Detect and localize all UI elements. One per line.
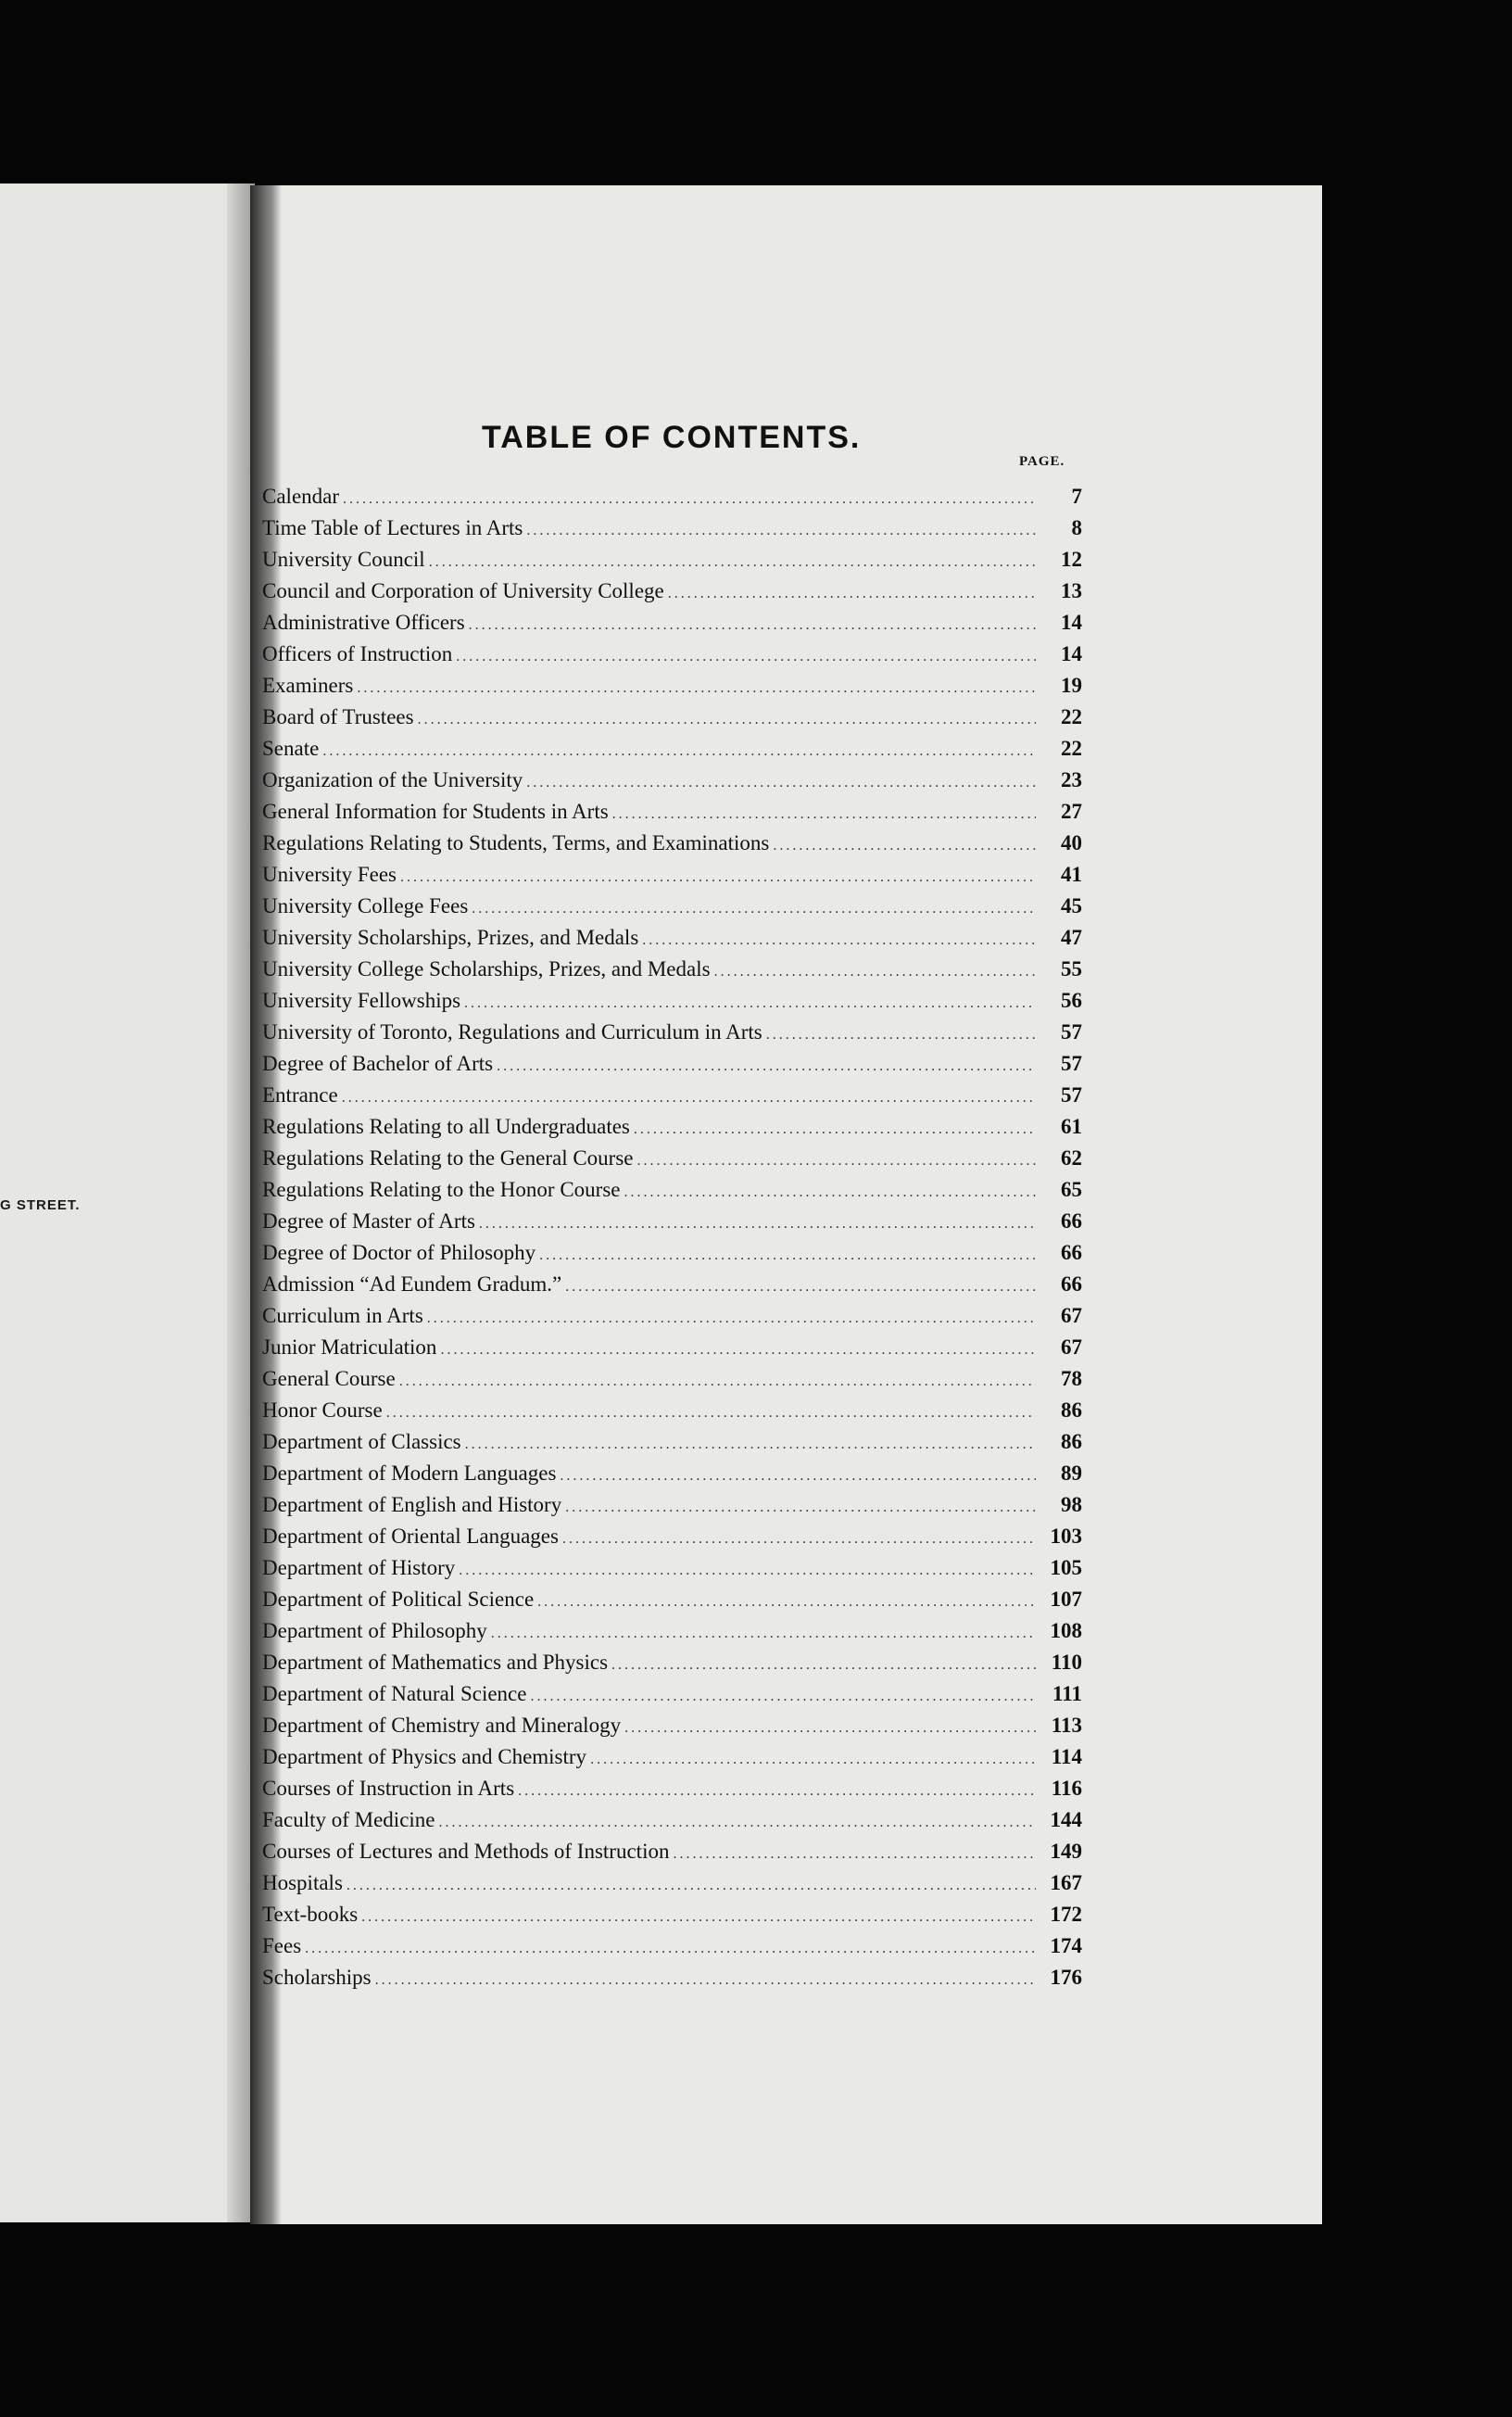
toc-entry-page: 55 bbox=[1061, 957, 1082, 981]
toc-entry-label: Department of Classics bbox=[262, 1430, 461, 1453]
toc-entry[interactable] bbox=[262, 1178, 1082, 1209]
toc-entry-page: 172 bbox=[1050, 1903, 1082, 1926]
toc-leader-dots bbox=[491, 1626, 1036, 1642]
toc-entry[interactable] bbox=[262, 957, 1082, 989]
toc-entry[interactable] bbox=[262, 1525, 1082, 1556]
toc-entry-page: 86 bbox=[1061, 1398, 1082, 1422]
toc-title: TABLE OF CONTENTS. bbox=[482, 420, 862, 455]
toc-entry-label: Department of Philosophy bbox=[262, 1619, 487, 1642]
toc-entry-page: 13 bbox=[1061, 579, 1082, 602]
toc-leader-dots bbox=[418, 712, 1036, 728]
toc-entry-label: Regulations Relating to all Undergraduates bbox=[262, 1115, 630, 1138]
toc-leader-dots bbox=[590, 1752, 1036, 1768]
toc-entry-label: University Fees bbox=[262, 863, 397, 886]
toc-leader-dots bbox=[400, 869, 1036, 886]
toc-entry[interactable] bbox=[262, 485, 1082, 516]
toc-entry[interactable] bbox=[262, 863, 1082, 894]
toc-leader-dots bbox=[361, 1909, 1036, 1926]
toc-entry-page: 45 bbox=[1061, 894, 1082, 917]
toc-entry-label: Department of Chemistry and Mineralogy bbox=[262, 1714, 622, 1737]
toc-entry[interactable] bbox=[262, 1619, 1082, 1651]
toc-entry-label: Junior Matriculation bbox=[262, 1335, 437, 1359]
toc-entry-label: Department of Modern Languages bbox=[262, 1462, 557, 1485]
toc-leader-dots bbox=[357, 680, 1036, 697]
toc-entry-page: 22 bbox=[1061, 705, 1082, 728]
toc-leader-dots bbox=[766, 1027, 1036, 1044]
toc-entry-label: Department of Mathematics and Physics bbox=[262, 1651, 609, 1674]
toc-entry[interactable] bbox=[262, 1556, 1082, 1588]
toc-entry[interactable] bbox=[262, 1777, 1082, 1808]
toc-entry[interactable] bbox=[262, 1430, 1082, 1462]
toc-entry[interactable] bbox=[262, 1714, 1082, 1745]
toc-entry[interactable] bbox=[262, 1304, 1082, 1335]
toc-entry-label: General Information for Students in Arts bbox=[262, 800, 609, 823]
toc-entry-label: Department of Physics and Chemistry bbox=[262, 1745, 587, 1768]
toc-entry-label: University Fellowships bbox=[262, 989, 461, 1012]
toc-entry[interactable] bbox=[262, 1903, 1082, 1934]
toc-entry-label: Regulations Relating to Students, Terms, and Examinations bbox=[262, 831, 770, 854]
toc-leader-dots bbox=[624, 1720, 1036, 1737]
page-column-header: PAGE. bbox=[1019, 454, 1065, 469]
toc-entry[interactable] bbox=[262, 1272, 1082, 1304]
toc-entry-label: Faculty of Medicine bbox=[262, 1808, 435, 1831]
toc-entry-page: 56 bbox=[1061, 989, 1082, 1012]
toc-entry-page: 57 bbox=[1061, 1052, 1082, 1075]
toc-entry-label: University Council bbox=[262, 548, 425, 571]
toc-entry[interactable] bbox=[262, 831, 1082, 863]
toc-entry-label: Regulations Relating to the General Course bbox=[262, 1146, 634, 1170]
toc-entry-label: Hospitals bbox=[262, 1871, 343, 1894]
toc-entry[interactable] bbox=[262, 800, 1082, 831]
toc-entry[interactable] bbox=[262, 1934, 1082, 1966]
toc-entry[interactable] bbox=[262, 548, 1082, 579]
toc-entry[interactable] bbox=[262, 1335, 1082, 1367]
toc-entry[interactable] bbox=[262, 1840, 1082, 1871]
toc-leader-dots bbox=[429, 554, 1036, 571]
toc-entry-label: Administrative Officers bbox=[262, 611, 465, 634]
toc-entry-label: University College Fees bbox=[262, 894, 469, 917]
toc-entry[interactable] bbox=[262, 894, 1082, 926]
toc-leader-dots bbox=[440, 1342, 1036, 1359]
toc-leader-dots bbox=[464, 995, 1036, 1012]
toc-entry[interactable] bbox=[262, 737, 1082, 768]
toc-leader-dots bbox=[537, 1594, 1036, 1611]
toc-entry-page: 61 bbox=[1061, 1115, 1082, 1138]
toc-entry-label: Regulations Relating to the Honor Course bbox=[262, 1178, 621, 1201]
toc-entry-page: 86 bbox=[1061, 1430, 1082, 1453]
toc-entry-page: 78 bbox=[1061, 1367, 1082, 1390]
left-page-fragment: G STREET. bbox=[0, 1197, 81, 1213]
toc-entry-page: 66 bbox=[1061, 1272, 1082, 1296]
toc-leader-dots bbox=[386, 1405, 1036, 1422]
toc-entry-page: 167 bbox=[1050, 1871, 1082, 1894]
toc-entry-label: Department of Political Science bbox=[262, 1588, 535, 1611]
toc-leader-dots bbox=[714, 964, 1036, 981]
toc-entry-label: Curriculum in Arts bbox=[262, 1304, 423, 1327]
toc-entry-page: 57 bbox=[1061, 1083, 1082, 1107]
toc-leader-dots bbox=[611, 1657, 1036, 1674]
toc-entry[interactable] bbox=[262, 1808, 1082, 1840]
toc-leader-dots bbox=[399, 1373, 1036, 1390]
toc-leader-dots bbox=[479, 1216, 1036, 1233]
toc-entry-label: Board of Trustees bbox=[262, 705, 414, 728]
toc-entry-label: University Scholarships, Prizes, and Medals bbox=[262, 926, 639, 949]
toc-entry[interactable] bbox=[262, 1588, 1082, 1619]
toc-entry-page: 113 bbox=[1051, 1714, 1082, 1737]
toc-entry-label: Degree of Bachelor of Arts bbox=[262, 1052, 494, 1075]
toc-entry[interactable] bbox=[262, 1871, 1082, 1903]
toc-entry-page: 8 bbox=[1071, 516, 1082, 539]
toc-leader-dots bbox=[565, 1279, 1036, 1296]
toc-leader-dots bbox=[456, 649, 1036, 665]
toc-entry-label: University College Scholarships, Prizes, and Medals bbox=[262, 957, 711, 981]
toc-entry[interactable] bbox=[262, 989, 1082, 1020]
toc-entry-page: 65 bbox=[1061, 1178, 1082, 1201]
toc-leader-dots bbox=[305, 1941, 1036, 1957]
toc-entry[interactable] bbox=[262, 1398, 1082, 1430]
toc-entry[interactable] bbox=[262, 1241, 1082, 1272]
toc-entry-page: 14 bbox=[1061, 611, 1082, 634]
toc-entry-label: Department of Oriental Languages bbox=[262, 1525, 559, 1548]
toc-entry-label: Department of History bbox=[262, 1556, 456, 1579]
toc-entry-page: 47 bbox=[1061, 926, 1082, 949]
toc-entry-page: 89 bbox=[1061, 1462, 1082, 1485]
toc-entry-page: 107 bbox=[1050, 1588, 1082, 1611]
toc-entry-label: General Course bbox=[262, 1367, 396, 1390]
toc-entry-page: 67 bbox=[1061, 1304, 1082, 1327]
toc-entry-page: 40 bbox=[1061, 831, 1082, 854]
toc-leader-dots bbox=[472, 901, 1036, 917]
toc-leader-dots bbox=[668, 586, 1036, 602]
toc-leader-dots bbox=[346, 1878, 1036, 1894]
toc-entry-label: Entrance bbox=[262, 1083, 338, 1107]
toc-entry-label: Degree of Master of Arts bbox=[262, 1209, 475, 1233]
toc-leader-dots bbox=[342, 1090, 1036, 1107]
toc-entry-label: Organization of the University bbox=[262, 768, 523, 791]
toc-leader-dots bbox=[673, 1846, 1036, 1863]
toc-entry[interactable] bbox=[262, 1115, 1082, 1146]
toc-leader-dots bbox=[465, 1436, 1036, 1453]
toc-entry-label: Time Table of Lectures in Arts bbox=[262, 516, 523, 539]
toc-entry-label: Senate bbox=[262, 737, 320, 760]
toc-leader-dots bbox=[530, 1689, 1036, 1705]
toc-leader-dots bbox=[427, 1310, 1036, 1327]
toc-leader-dots bbox=[634, 1121, 1036, 1138]
toc-entry[interactable] bbox=[262, 642, 1082, 674]
toc-leader-dots bbox=[343, 491, 1036, 508]
toc-leader-dots bbox=[439, 1815, 1036, 1831]
toc-entry-page: 19 bbox=[1061, 674, 1082, 697]
toc-leader-dots bbox=[518, 1783, 1036, 1800]
toc-entry-label: Admission “Ad Eundem Gradum.” bbox=[262, 1272, 562, 1296]
toc-entry-page: 176 bbox=[1050, 1966, 1082, 1989]
toc-leader-dots bbox=[565, 1500, 1036, 1516]
toc-leader-dots bbox=[624, 1184, 1036, 1201]
toc-entry-label: Fees bbox=[262, 1934, 302, 1957]
toc-entry-label: Honor Course bbox=[262, 1398, 383, 1422]
toc-entry-label: University of Toronto, Regulations and Curriculum in Arts bbox=[262, 1020, 762, 1044]
toc-entry-page: 62 bbox=[1061, 1146, 1082, 1170]
toc-leader-dots bbox=[637, 1153, 1037, 1170]
toc-entry[interactable] bbox=[262, 1462, 1082, 1493]
toc-entry-page: 67 bbox=[1061, 1335, 1082, 1359]
toc-leader-dots bbox=[560, 1468, 1036, 1485]
toc-entry-label: Degree of Doctor of Philosophy bbox=[262, 1241, 536, 1264]
toc-leader-dots bbox=[375, 1972, 1036, 1989]
toc-leader-dots bbox=[526, 775, 1036, 791]
toc-leader-dots bbox=[642, 932, 1036, 949]
toc-entry-page: 22 bbox=[1061, 737, 1082, 760]
toc-leader-dots bbox=[562, 1531, 1036, 1548]
toc-entry[interactable] bbox=[262, 579, 1082, 611]
toc-entry[interactable] bbox=[262, 1209, 1082, 1241]
toc-entry-label: Examiners bbox=[262, 674, 354, 697]
toc-entry-page: 66 bbox=[1061, 1209, 1082, 1233]
toc-entry[interactable] bbox=[262, 705, 1082, 737]
toc-entry[interactable] bbox=[262, 1745, 1082, 1777]
toc-entry-page: 105 bbox=[1050, 1556, 1082, 1579]
toc-entry-page: 174 bbox=[1050, 1934, 1082, 1957]
toc-list bbox=[262, 485, 1082, 1997]
toc-entry-label: Courses of Lectures and Methods of Instruction bbox=[262, 1840, 670, 1863]
toc-leader-dots bbox=[612, 806, 1036, 823]
toc-entry-page: 57 bbox=[1061, 1020, 1082, 1044]
toc-entry-page: 116 bbox=[1051, 1777, 1082, 1800]
toc-entry-page: 110 bbox=[1051, 1651, 1082, 1674]
toc-entry-page: 27 bbox=[1061, 800, 1082, 823]
toc-entry-page: 103 bbox=[1050, 1525, 1082, 1548]
toc-entry[interactable] bbox=[262, 1651, 1082, 1682]
toc-entry-page: 111 bbox=[1052, 1682, 1082, 1705]
toc-entry-label: Courses of Instruction in Arts bbox=[262, 1777, 515, 1800]
toc-leader-dots bbox=[497, 1058, 1036, 1075]
toc-entry-page: 41 bbox=[1061, 863, 1082, 886]
toc-entry-label: Text-books bbox=[262, 1903, 359, 1926]
toc-entry-page: 14 bbox=[1061, 642, 1082, 665]
toc-entry[interactable] bbox=[262, 1493, 1082, 1525]
toc-entry-page: 98 bbox=[1061, 1493, 1082, 1516]
toc-entry[interactable] bbox=[262, 1020, 1082, 1052]
toc-entry[interactable] bbox=[262, 611, 1082, 642]
toc-entry-label: Department of Natural Science bbox=[262, 1682, 527, 1705]
toc-entry-page: 23 bbox=[1061, 768, 1082, 791]
toc-entry-label: Council and Corporation of University College bbox=[262, 579, 664, 602]
toc-entry-label: Scholarships bbox=[262, 1966, 372, 1989]
toc-entry[interactable] bbox=[262, 926, 1082, 957]
toc-entry-page: 149 bbox=[1050, 1840, 1082, 1863]
toc-entry-page: 12 bbox=[1061, 548, 1082, 571]
toc-leader-dots bbox=[539, 1247, 1036, 1264]
toc-entry[interactable] bbox=[262, 1083, 1082, 1115]
toc-entry[interactable] bbox=[262, 516, 1082, 548]
toc-entry[interactable] bbox=[262, 674, 1082, 705]
toc-leader-dots bbox=[773, 838, 1036, 854]
toc-entry[interactable] bbox=[262, 1966, 1082, 1997]
toc-entry[interactable] bbox=[262, 1052, 1082, 1083]
toc-leader-dots bbox=[459, 1563, 1036, 1579]
toc-entry-page: 144 bbox=[1050, 1808, 1082, 1831]
toc-entry[interactable] bbox=[262, 1146, 1082, 1178]
toc-entry-page: 108 bbox=[1050, 1619, 1082, 1642]
toc-entry-page: 7 bbox=[1071, 485, 1082, 508]
toc-entry[interactable] bbox=[262, 1682, 1082, 1714]
toc-entry[interactable] bbox=[262, 1367, 1082, 1398]
toc-entry-label: Calendar bbox=[262, 485, 340, 508]
toc-leader-dots bbox=[526, 523, 1036, 539]
toc-leader-dots bbox=[322, 743, 1036, 760]
toc-leader-dots bbox=[469, 617, 1036, 634]
toc-entry-page: 114 bbox=[1051, 1745, 1082, 1768]
toc-entry-label: Officers of Instruction bbox=[262, 642, 453, 665]
toc-entry-label: Department of English and History bbox=[262, 1493, 562, 1516]
toc-entry[interactable] bbox=[262, 768, 1082, 800]
toc-entry-page: 66 bbox=[1061, 1241, 1082, 1264]
